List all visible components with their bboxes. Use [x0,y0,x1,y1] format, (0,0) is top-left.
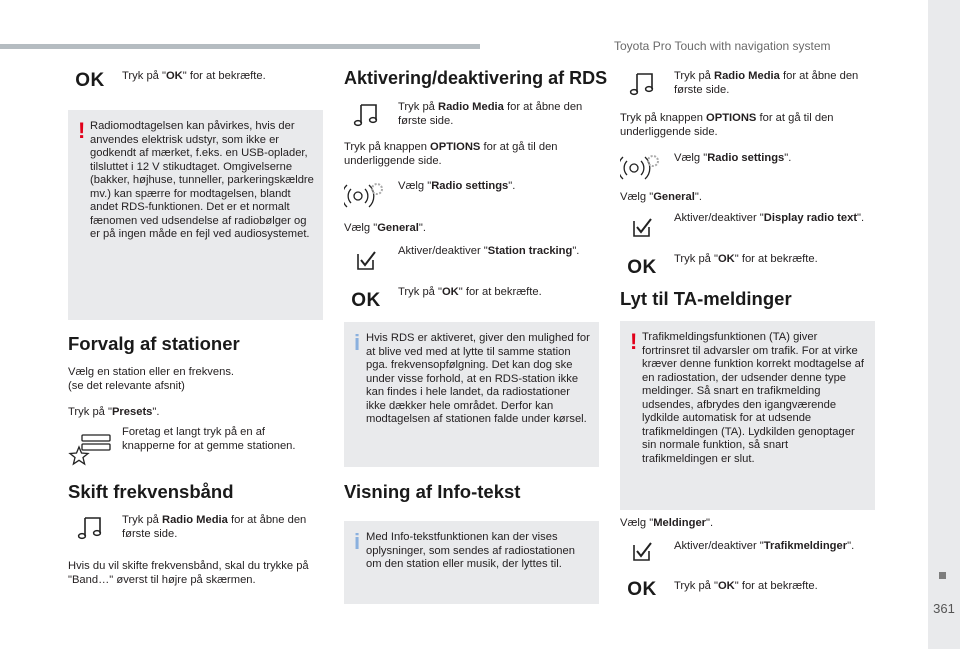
paragraph-meldinger: Vælg "Meldinger". [620,517,714,529]
header-bar [0,44,480,49]
paragraph-options: Tryk på knappen OPTIONS for at gå til den underliggende side. [620,112,834,138]
info-icon: i [354,529,361,554]
checkbox-icon [620,538,664,564]
warning-text: Trafikmeldingsfunktionen (TA) giver fortrinsret til advarsler om trafik. For at virke kræver denne funktion korrekt modtagelse af en radiostation, der udsender denne type meldinger. Så snart en trafikmelding udsendes, afbrydes den igangværende lydkilde automatisk for at udsende trafikmeldingen (TA). Lydkilden genoptager sin normale funktion, så snart trafikmeldingen er slut. [642,331,865,465]
instruction-text: Tryk på "OK" for at bekræfte. [398,286,542,298]
warning-box-ta [620,321,875,510]
heading-info-text: Visning af Info-tekst [344,481,521,502]
instruction-text: Foretag et langt tryk på en af knapperne for at gemme stationen. [122,426,296,452]
checkbox-icon [344,247,388,273]
music-note-icon [68,514,112,540]
paragraph-select-station: Vælg en station eller en frekvens. (se det relevante afsnit) [68,366,235,392]
instruction-text: Tryk på "OK" for at bekræfte. [674,253,818,265]
instruction-text: Vælg "Radio settings". [398,180,516,192]
paragraph-presets: Tryk på "Presets". [68,406,160,418]
instruction-text: Aktiver/deaktiver "Station tracking". [398,245,580,257]
paragraph-options: Tryk på knappen OPTIONS for at gå til den underliggende side. [344,141,558,167]
warning-text: Radiomodtagelsen kan påvirkes, hvis der anvendes elektrisk udstyr, som ikke er godkendt af mærket, f.eks. en USB-oplader, tilsluttet i 12 V stikudtaget. Omgivelserne (bakker, højhuse, tunneller, parkeringskældre mv.) kan spærre for modtagelsen, blandt andet RDS-funktionen. Det er et normalt fænomen ved udsendelse af radiobølger og er på ingen måde en fejl ved audiosystemet. [90,120,314,240]
instruction-text: Vælg "Radio settings". [674,152,792,164]
warning-icon: ! [630,329,638,354]
warning-box-reception [68,110,323,320]
info-text: Hvis RDS er aktiveret, giver den mulighed for at blive ved med at lytte til samme station pga. frekvensopfølgning. Det kan dog ske under visse forhold, at en RDS-station ikke kan findes i hele landet, da radiostationer ikke dækker hele området. Derfor kan modtagelsen af stationen falde under kørsel. [366,332,590,425]
page-side-strip [928,0,960,649]
instruction-text: Tryk på "OK" for at bekræfte. [674,580,818,592]
instruction-text: Tryk på Radio Media for at åbne den første side. [674,70,859,96]
info-box-info-text [344,521,599,604]
heading-rds: Aktivering/deaktivering af RDS [344,68,608,88]
info-text: Med Info-tekstfunktionen kan der vises oplysninger, som sendes af radiostationen om den station eller musik, der lyttes til. [366,531,575,570]
warning-icon: ! [78,118,86,143]
radio-settings-icon [620,152,664,182]
manual-title: Toyota Pro Touch with navigation system [614,39,831,53]
page-number: 361 [933,601,955,616]
radio-settings-icon [344,180,388,210]
info-box-rds [344,322,599,467]
instruction-text: Tryk på Radio Media for at åbne den første side. [122,514,307,540]
paragraph-band: Hvis du vil skifte frekvensbånd, skal du trykke på "Band…" øverst til højre på skærmen. [68,560,309,586]
info-icon: i [354,330,361,355]
instruction-text: Tryk på Radio Media for at åbne den første side. [398,101,583,127]
music-note-icon [344,101,388,127]
ok-icon: OK [627,579,657,600]
heading-presets: Forvalg af stationer [68,333,240,354]
heading-ta: Lyt til TA-meldinger [620,288,792,309]
paragraph-general: Vælg "General". [620,191,702,203]
music-note-icon [620,70,664,96]
ok-icon: OK [351,290,381,311]
star-preset-icon [68,432,112,466]
instruction-text: Tryk på "OK" for at bekræfte. [122,70,266,82]
instruction-text: Aktiver/deaktiver "Trafikmeldinger". [674,540,855,552]
heading-frequency-band: Skift frekvensbånd [68,481,234,502]
page-marker [939,572,946,579]
ok-icon: OK [75,70,105,91]
paragraph-general: Vælg "General". [344,222,426,234]
instruction-text: Aktiver/deaktiver "Display radio text". [674,212,865,224]
checkbox-icon [620,214,664,240]
ok-icon: OK [627,257,657,278]
